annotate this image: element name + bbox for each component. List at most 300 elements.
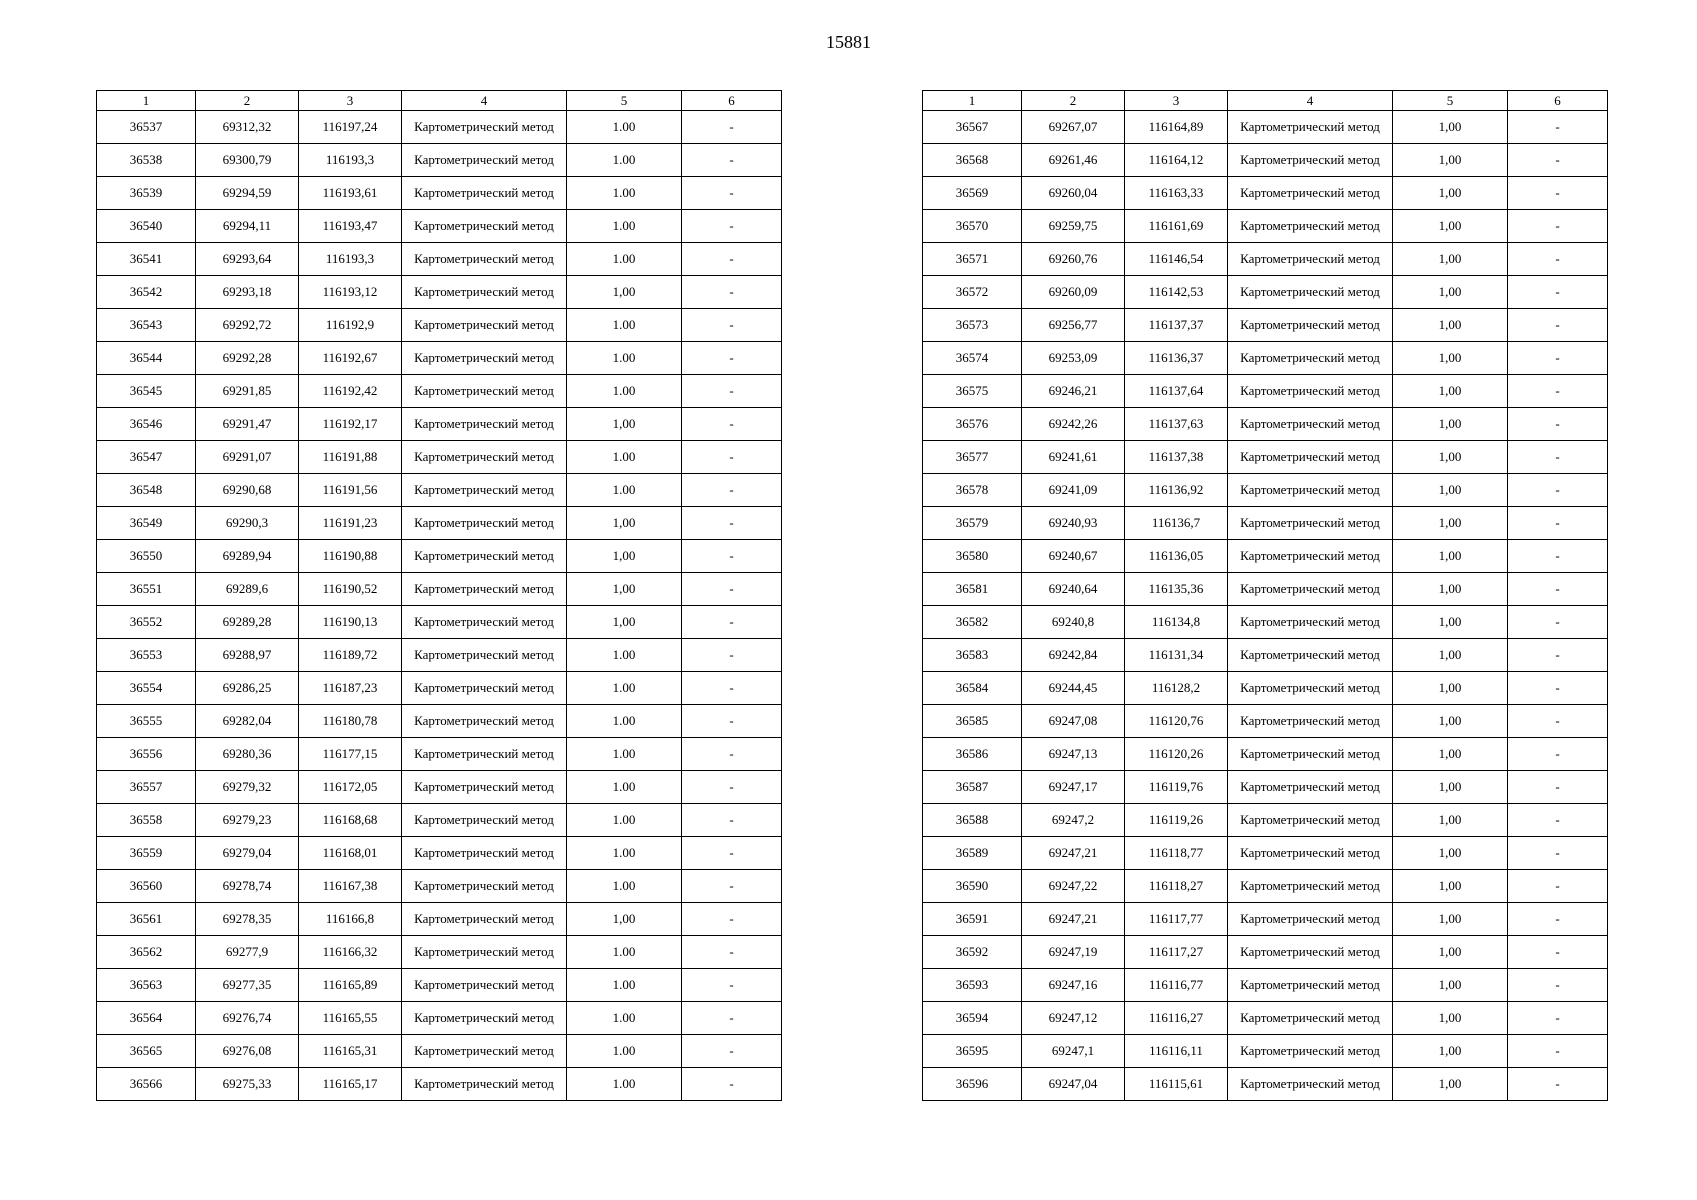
method-cell: Картометрический метод <box>402 639 567 672</box>
y-coordinate-cell: 116192,9 <box>299 309 402 342</box>
table-row <box>97 441 782 474</box>
point-number-cell: 36540 <box>97 210 196 243</box>
x-coordinate-cell: 69289,28 <box>196 606 299 639</box>
method-cell: Картометрический метод <box>402 573 567 606</box>
table-row <box>923 639 1608 672</box>
method-cell: Картометрический метод <box>1228 837 1393 870</box>
y-coordinate-cell: 116164,89 <box>1125 111 1228 144</box>
method-cell: Картометрический метод <box>1228 804 1393 837</box>
x-coordinate-cell: 69290,68 <box>196 474 299 507</box>
accuracy-cell: 1.00 <box>567 309 682 342</box>
method-cell: Картометрический метод <box>402 474 567 507</box>
method-cell: Картометрический метод <box>1228 936 1393 969</box>
y-coordinate-cell: 116165,31 <box>299 1035 402 1068</box>
description-cell: - <box>682 342 782 375</box>
accuracy-cell: 1,00 <box>567 606 682 639</box>
description-cell: - <box>1508 837 1608 870</box>
x-coordinate-cell: 69260,76 <box>1022 243 1125 276</box>
description-cell: - <box>1508 309 1608 342</box>
table-row <box>923 936 1608 969</box>
accuracy-cell: 1,00 <box>1393 144 1508 177</box>
point-number-cell: 36592 <box>923 936 1022 969</box>
point-number-cell: 36560 <box>97 870 196 903</box>
x-coordinate-cell: 69260,04 <box>1022 177 1125 210</box>
description-cell: - <box>1508 441 1608 474</box>
x-coordinate-cell: 69247,17 <box>1022 771 1125 804</box>
y-coordinate-cell: 116119,76 <box>1125 771 1228 804</box>
x-coordinate-cell: 69289,94 <box>196 540 299 573</box>
point-number-cell: 36585 <box>923 705 1022 738</box>
point-number-cell: 36594 <box>923 1002 1022 1035</box>
point-number-cell: 36575 <box>923 375 1022 408</box>
right-coordinates-table <box>922 90 1608 1101</box>
column-header: 6 <box>682 91 782 111</box>
table-row <box>97 1002 782 1035</box>
method-cell: Картометрический метод <box>1228 573 1393 606</box>
x-coordinate-cell: 69240,64 <box>1022 573 1125 606</box>
x-coordinate-cell: 69291,85 <box>196 375 299 408</box>
point-number-cell: 36564 <box>97 1002 196 1035</box>
method-cell: Картометрический метод <box>402 771 567 804</box>
x-coordinate-cell: 69300,79 <box>196 144 299 177</box>
method-cell: Картометрический метод <box>1228 243 1393 276</box>
description-cell: - <box>682 771 782 804</box>
method-cell: Картометрический метод <box>402 111 567 144</box>
x-coordinate-cell: 69241,61 <box>1022 441 1125 474</box>
y-coordinate-cell: 116167,38 <box>299 870 402 903</box>
method-cell: Картометрический метод <box>1228 111 1393 144</box>
y-coordinate-cell: 116120,26 <box>1125 738 1228 771</box>
x-coordinate-cell: 69277,35 <box>196 969 299 1002</box>
table-row <box>923 375 1608 408</box>
point-number-cell: 36550 <box>97 540 196 573</box>
accuracy-cell: 1.00 <box>567 375 682 408</box>
table-row <box>97 936 782 969</box>
table-row <box>923 870 1608 903</box>
point-number-cell: 36595 <box>923 1035 1022 1068</box>
table-row <box>923 408 1608 441</box>
y-coordinate-cell: 116165,55 <box>299 1002 402 1035</box>
x-coordinate-cell: 69247,04 <box>1022 1068 1125 1101</box>
x-coordinate-cell: 69241,09 <box>1022 474 1125 507</box>
method-cell: Картометрический метод <box>402 507 567 540</box>
accuracy-cell: 1,00 <box>1393 408 1508 441</box>
accuracy-cell: 1,00 <box>1393 804 1508 837</box>
y-coordinate-cell: 116136,92 <box>1125 474 1228 507</box>
method-cell: Картометрический метод <box>1228 606 1393 639</box>
point-number-cell: 36558 <box>97 804 196 837</box>
x-coordinate-cell: 69278,35 <box>196 903 299 936</box>
column-header: 2 <box>196 91 299 111</box>
accuracy-cell: 1.00 <box>567 1068 682 1101</box>
method-cell: Картометрический метод <box>402 738 567 771</box>
accuracy-cell: 1,00 <box>1393 342 1508 375</box>
x-coordinate-cell: 69247,12 <box>1022 1002 1125 1035</box>
description-cell: - <box>1508 705 1608 738</box>
column-header: 1 <box>97 91 196 111</box>
table-row <box>923 474 1608 507</box>
point-number-cell: 36583 <box>923 639 1022 672</box>
accuracy-cell: 1.00 <box>567 177 682 210</box>
x-coordinate-cell: 69260,09 <box>1022 276 1125 309</box>
x-coordinate-cell: 69312,32 <box>196 111 299 144</box>
method-cell: Картометрический метод <box>1228 177 1393 210</box>
column-header: 3 <box>299 91 402 111</box>
table-row <box>97 870 782 903</box>
description-cell: - <box>1508 903 1608 936</box>
method-cell: Картометрический метод <box>402 441 567 474</box>
table-row <box>97 969 782 1002</box>
table-row <box>923 342 1608 375</box>
point-number-cell: 36574 <box>923 342 1022 375</box>
x-coordinate-cell: 69291,07 <box>196 441 299 474</box>
y-coordinate-cell: 116191,23 <box>299 507 402 540</box>
table-row <box>97 639 782 672</box>
x-coordinate-cell: 69261,46 <box>1022 144 1125 177</box>
column-header: 5 <box>567 91 682 111</box>
description-cell: - <box>682 936 782 969</box>
accuracy-cell: 1.00 <box>567 870 682 903</box>
x-coordinate-cell: 69277,9 <box>196 936 299 969</box>
x-coordinate-cell: 69247,13 <box>1022 738 1125 771</box>
accuracy-cell: 1.00 <box>567 243 682 276</box>
table-row <box>923 837 1608 870</box>
method-cell: Картометрический метод <box>1228 441 1393 474</box>
table-row <box>923 969 1608 1002</box>
y-coordinate-cell: 116137,38 <box>1125 441 1228 474</box>
method-cell: Картометрический метод <box>402 870 567 903</box>
y-coordinate-cell: 116135,36 <box>1125 573 1228 606</box>
description-cell: - <box>1508 1002 1608 1035</box>
accuracy-cell: 1.00 <box>567 144 682 177</box>
description-cell: - <box>1508 936 1608 969</box>
description-cell: - <box>1508 474 1608 507</box>
accuracy-cell: 1,00 <box>1393 375 1508 408</box>
point-number-cell: 36566 <box>97 1068 196 1101</box>
y-coordinate-cell: 116168,68 <box>299 804 402 837</box>
point-number-cell: 36539 <box>97 177 196 210</box>
y-coordinate-cell: 116120,76 <box>1125 705 1228 738</box>
x-coordinate-cell: 69247,19 <box>1022 936 1125 969</box>
description-cell: - <box>1508 111 1608 144</box>
point-number-cell: 36579 <box>923 507 1022 540</box>
point-number-cell: 36584 <box>923 672 1022 705</box>
x-coordinate-cell: 69288,97 <box>196 639 299 672</box>
table-row <box>97 177 782 210</box>
table-row <box>97 771 782 804</box>
accuracy-cell: 1,00 <box>1393 276 1508 309</box>
point-number-cell: 36573 <box>923 309 1022 342</box>
accuracy-cell: 1,00 <box>1393 738 1508 771</box>
method-cell: Картометрический метод <box>402 705 567 738</box>
method-cell: Картометрический метод <box>1228 672 1393 705</box>
accuracy-cell: 1.00 <box>567 210 682 243</box>
accuracy-cell: 1.00 <box>567 804 682 837</box>
description-cell: - <box>1508 210 1608 243</box>
table-row <box>97 375 782 408</box>
table-row <box>923 738 1608 771</box>
table-row <box>923 804 1608 837</box>
y-coordinate-cell: 116190,13 <box>299 606 402 639</box>
description-cell: - <box>1508 639 1608 672</box>
x-coordinate-cell: 69293,18 <box>196 276 299 309</box>
x-coordinate-cell: 69240,67 <box>1022 540 1125 573</box>
table-row <box>97 111 782 144</box>
method-cell: Картометрический метод <box>1228 738 1393 771</box>
x-coordinate-cell: 69247,2 <box>1022 804 1125 837</box>
accuracy-cell: 1,00 <box>1393 540 1508 573</box>
point-number-cell: 36562 <box>97 936 196 969</box>
x-coordinate-cell: 69244,45 <box>1022 672 1125 705</box>
accuracy-cell: 1,00 <box>1393 672 1508 705</box>
x-coordinate-cell: 69294,59 <box>196 177 299 210</box>
method-cell: Картометрический метод <box>1228 507 1393 540</box>
accuracy-cell: 1,00 <box>1393 705 1508 738</box>
table-row <box>923 243 1608 276</box>
x-coordinate-cell: 69279,04 <box>196 837 299 870</box>
point-number-cell: 36549 <box>97 507 196 540</box>
description-cell: - <box>682 870 782 903</box>
method-cell: Картометрический метод <box>1228 1035 1393 1068</box>
accuracy-cell: 1,00 <box>1393 1035 1508 1068</box>
method-cell: Картометрический метод <box>1228 771 1393 804</box>
y-coordinate-cell: 116193,3 <box>299 243 402 276</box>
accuracy-cell: 1,00 <box>1393 111 1508 144</box>
table-row <box>97 276 782 309</box>
x-coordinate-cell: 69242,84 <box>1022 639 1125 672</box>
column-header: 4 <box>402 91 567 111</box>
point-number-cell: 36554 <box>97 672 196 705</box>
point-number-cell: 36553 <box>97 639 196 672</box>
table-header-row <box>923 91 1608 111</box>
method-cell: Картометрический метод <box>402 804 567 837</box>
table-row <box>97 606 782 639</box>
table-row <box>923 111 1608 144</box>
table-row <box>97 1068 782 1101</box>
x-coordinate-cell: 69247,16 <box>1022 969 1125 1002</box>
table-row <box>923 144 1608 177</box>
accuracy-cell: 1,00 <box>1393 309 1508 342</box>
x-coordinate-cell: 69247,21 <box>1022 837 1125 870</box>
description-cell: - <box>682 276 782 309</box>
point-number-cell: 36582 <box>923 606 1022 639</box>
point-number-cell: 36581 <box>923 573 1022 606</box>
x-coordinate-cell: 69259,75 <box>1022 210 1125 243</box>
x-coordinate-cell: 69246,21 <box>1022 375 1125 408</box>
method-cell: Картометрический метод <box>402 408 567 441</box>
point-number-cell: 36588 <box>923 804 1022 837</box>
description-cell: - <box>682 375 782 408</box>
method-cell: Картометрический метод <box>1228 408 1393 441</box>
y-coordinate-cell: 116192,67 <box>299 342 402 375</box>
x-coordinate-cell: 69247,08 <box>1022 705 1125 738</box>
table-row <box>923 540 1608 573</box>
table-row <box>97 705 782 738</box>
point-number-cell: 36552 <box>97 606 196 639</box>
y-coordinate-cell: 116197,24 <box>299 111 402 144</box>
description-cell: - <box>1508 672 1608 705</box>
table-row <box>97 804 782 837</box>
y-coordinate-cell: 116118,27 <box>1125 870 1228 903</box>
point-number-cell: 36569 <box>923 177 1022 210</box>
table-row <box>97 573 782 606</box>
point-number-cell: 36577 <box>923 441 1022 474</box>
description-cell: - <box>682 672 782 705</box>
y-coordinate-cell: 116119,26 <box>1125 804 1228 837</box>
description-cell: - <box>1508 177 1608 210</box>
y-coordinate-cell: 116117,27 <box>1125 936 1228 969</box>
accuracy-cell: 1,00 <box>1393 969 1508 1002</box>
column-header: 1 <box>923 91 1022 111</box>
description-cell: - <box>682 903 782 936</box>
description-cell: - <box>682 1002 782 1035</box>
accuracy-cell: 1,00 <box>567 507 682 540</box>
description-cell: - <box>682 804 782 837</box>
column-header: 4 <box>1228 91 1393 111</box>
description-cell: - <box>682 177 782 210</box>
accuracy-cell: 1,00 <box>1393 1068 1508 1101</box>
accuracy-cell: 1,00 <box>567 408 682 441</box>
table-row <box>923 1068 1608 1101</box>
y-coordinate-cell: 116116,77 <box>1125 969 1228 1002</box>
accuracy-cell: 1,00 <box>1393 771 1508 804</box>
accuracy-cell: 1,00 <box>1393 639 1508 672</box>
method-cell: Картометрический метод <box>1228 474 1393 507</box>
method-cell: Картометрический метод <box>402 936 567 969</box>
description-cell: - <box>1508 144 1608 177</box>
accuracy-cell: 1,00 <box>1393 1002 1508 1035</box>
accuracy-cell: 1,00 <box>1393 177 1508 210</box>
x-coordinate-cell: 69247,21 <box>1022 903 1125 936</box>
accuracy-cell: 1.00 <box>567 1002 682 1035</box>
point-number-cell: 36547 <box>97 441 196 474</box>
method-cell: Картометрический метод <box>1228 540 1393 573</box>
accuracy-cell: 1,00 <box>1393 441 1508 474</box>
point-number-cell: 36563 <box>97 969 196 1002</box>
y-coordinate-cell: 116166,32 <box>299 936 402 969</box>
description-cell: - <box>1508 738 1608 771</box>
point-number-cell: 36570 <box>923 210 1022 243</box>
x-coordinate-cell: 69278,74 <box>196 870 299 903</box>
description-cell: - <box>682 738 782 771</box>
column-header: 3 <box>1125 91 1228 111</box>
point-number-cell: 36576 <box>923 408 1022 441</box>
method-cell: Картометрический метод <box>1228 870 1393 903</box>
y-coordinate-cell: 116192,17 <box>299 408 402 441</box>
table-row <box>923 573 1608 606</box>
description-cell: - <box>682 705 782 738</box>
method-cell: Картометрический метод <box>402 969 567 1002</box>
y-coordinate-cell: 116137,64 <box>1125 375 1228 408</box>
method-cell: Картометрический метод <box>402 837 567 870</box>
y-coordinate-cell: 116163,33 <box>1125 177 1228 210</box>
point-number-cell: 36567 <box>923 111 1022 144</box>
point-number-cell: 36578 <box>923 474 1022 507</box>
y-coordinate-cell: 116168,01 <box>299 837 402 870</box>
method-cell: Картометрический метод <box>1228 1002 1393 1035</box>
description-cell: - <box>1508 606 1608 639</box>
table-row <box>923 210 1608 243</box>
description-cell: - <box>1508 243 1608 276</box>
point-number-cell: 36556 <box>97 738 196 771</box>
method-cell: Картометрический метод <box>402 375 567 408</box>
description-cell: - <box>682 408 782 441</box>
description-cell: - <box>1508 1035 1608 1068</box>
x-coordinate-cell: 69290,3 <box>196 507 299 540</box>
accuracy-cell: 1.00 <box>567 936 682 969</box>
description-cell: - <box>682 969 782 1002</box>
method-cell: Картометрический метод <box>402 342 567 375</box>
description-cell: - <box>682 210 782 243</box>
description-cell: - <box>682 441 782 474</box>
table-row <box>97 144 782 177</box>
table-row <box>97 243 782 276</box>
x-coordinate-cell: 69291,47 <box>196 408 299 441</box>
point-number-cell: 36538 <box>97 144 196 177</box>
method-cell: Картометрический метод <box>402 177 567 210</box>
description-cell: - <box>682 474 782 507</box>
y-coordinate-cell: 116187,23 <box>299 672 402 705</box>
point-number-cell: 36593 <box>923 969 1022 1002</box>
x-coordinate-cell: 69294,11 <box>196 210 299 243</box>
method-cell: Картометрический метод <box>1228 1068 1393 1101</box>
accuracy-cell: 1.00 <box>567 969 682 1002</box>
y-coordinate-cell: 116134,8 <box>1125 606 1228 639</box>
method-cell: Картометрический метод <box>1228 639 1393 672</box>
accuracy-cell: 1.00 <box>567 639 682 672</box>
accuracy-cell: 1,00 <box>567 573 682 606</box>
point-number-cell: 36586 <box>923 738 1022 771</box>
point-number-cell: 36572 <box>923 276 1022 309</box>
accuracy-cell: 1,00 <box>567 276 682 309</box>
y-coordinate-cell: 116165,17 <box>299 1068 402 1101</box>
y-coordinate-cell: 116180,78 <box>299 705 402 738</box>
method-cell: Картометрический метод <box>1228 276 1393 309</box>
point-number-cell: 36587 <box>923 771 1022 804</box>
page-number: 15881 <box>826 32 871 52</box>
x-coordinate-cell: 69276,74 <box>196 1002 299 1035</box>
method-cell: Картометрический метод <box>402 1068 567 1101</box>
point-number-cell: 36565 <box>97 1035 196 1068</box>
table-row <box>97 342 782 375</box>
table-row <box>923 177 1608 210</box>
y-coordinate-cell: 116128,2 <box>1125 672 1228 705</box>
accuracy-cell: 1.00 <box>567 1035 682 1068</box>
table-row <box>923 276 1608 309</box>
point-number-cell: 36537 <box>97 111 196 144</box>
description-cell: - <box>682 540 782 573</box>
x-coordinate-cell: 69240,8 <box>1022 606 1125 639</box>
point-number-cell: 36596 <box>923 1068 1022 1101</box>
x-coordinate-cell: 69279,32 <box>196 771 299 804</box>
y-coordinate-cell: 116136,05 <box>1125 540 1228 573</box>
method-cell: Картометрический метод <box>1228 375 1393 408</box>
method-cell: Картометрический метод <box>1228 705 1393 738</box>
y-coordinate-cell: 116190,52 <box>299 573 402 606</box>
column-header: 5 <box>1393 91 1508 111</box>
method-cell: Картометрический метод <box>402 606 567 639</box>
y-coordinate-cell: 116193,61 <box>299 177 402 210</box>
description-cell: - <box>682 111 782 144</box>
y-coordinate-cell: 116191,56 <box>299 474 402 507</box>
table-row <box>97 1035 782 1068</box>
y-coordinate-cell: 116193,12 <box>299 276 402 309</box>
accuracy-cell: 1,00 <box>1393 936 1508 969</box>
description-cell: - <box>682 1035 782 1068</box>
y-coordinate-cell: 116165,89 <box>299 969 402 1002</box>
accuracy-cell: 1.00 <box>567 672 682 705</box>
method-cell: Картометрический метод <box>1228 969 1393 1002</box>
